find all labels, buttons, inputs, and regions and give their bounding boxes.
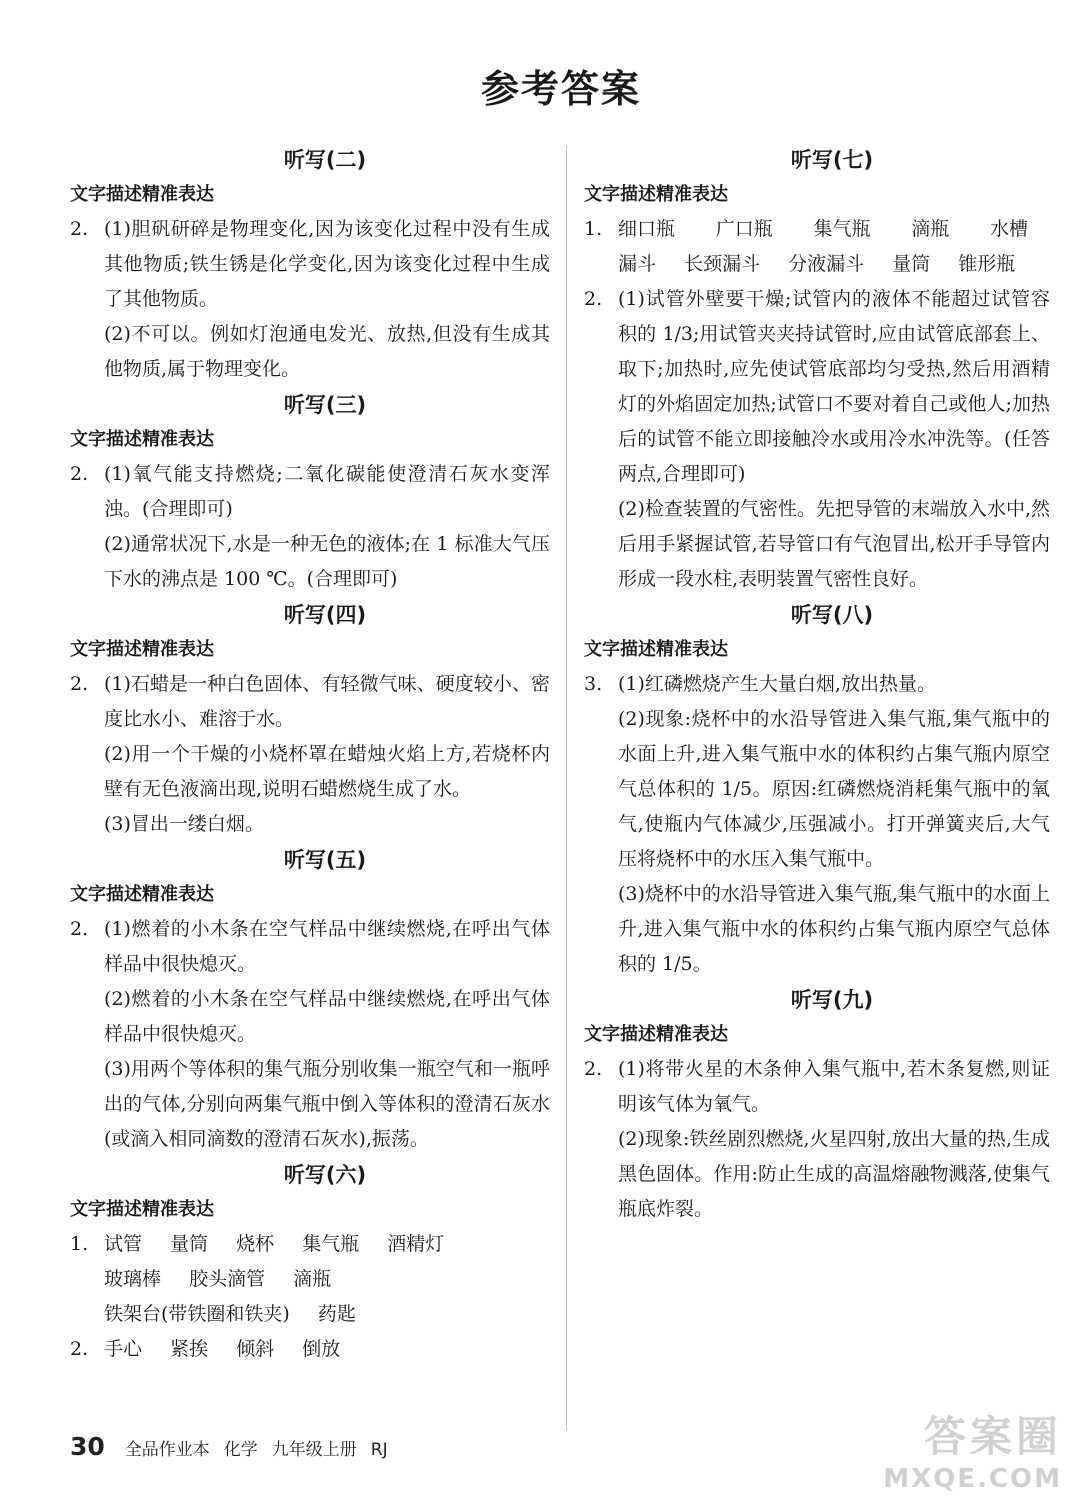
section-dictation-6 — [70, 1157, 550, 1367]
section-heading: 听写(四) — [283, 603, 367, 627]
question-number: 2. — [70, 918, 89, 940]
term: 玻璃棒 — [104, 1268, 162, 1290]
section-heading: 听写(九) — [790, 988, 874, 1012]
subject: 化学 — [223, 1440, 258, 1460]
section-dictation-8 — [584, 597, 1050, 982]
answer-text: (1)氧气能支持燃烧;二氧化碳能使澄清石灰水变浑浊。(合理即可) — [104, 463, 550, 520]
term: 胶头滴管 — [189, 1268, 266, 1290]
answer-text: (1)燃着的小木条在空气样品中继续燃烧,在呼出气体样品中很快熄灭。 — [104, 918, 550, 975]
question-number: 2. — [584, 288, 603, 310]
term: 锥形瓶 — [958, 253, 1016, 275]
section-subheading: 文字描述精准表达 — [70, 429, 214, 450]
term-row — [104, 1227, 550, 1262]
section-dictation-2 — [70, 142, 550, 387]
answer-text: (3)烧杯中的水沿导管进入集气瓶,集气瓶中的水面上升,进入集气瓶中水的体积约占集气瓶内原空气总体积的 1/5。 — [618, 883, 1050, 975]
section-heading: 听写(七) — [790, 148, 874, 172]
term: 倒放 — [302, 1338, 341, 1360]
section-heading: 听写(五) — [283, 848, 367, 872]
term: 酒精灯 — [387, 1233, 445, 1255]
question-number: 2. — [70, 218, 89, 240]
answer-text: (2)现象:铁丝剧烈燃烧,火星四射,放出大量的热,生成黑色固体。作用:防止生成的高温熔融物溅落,使集气瓶底炸裂。 — [618, 1128, 1050, 1220]
grade: 九年级上册 — [271, 1440, 357, 1460]
term: 试管 — [104, 1233, 143, 1255]
watermark-url: MXQE.COM — [883, 1464, 1062, 1494]
term: 倾斜 — [236, 1338, 275, 1360]
section-heading: 听写(三) — [283, 393, 367, 417]
term: 滴瓶 — [911, 218, 950, 240]
answer-text: (3)冒出一缕白烟。 — [104, 813, 264, 835]
page-footer — [70, 1432, 388, 1461]
question-item — [584, 282, 1050, 597]
question-item — [584, 667, 1050, 982]
term: 细口瓶 — [618, 218, 676, 240]
section-subheading: 文字描述精准表达 — [584, 184, 728, 205]
question-number: 2. — [584, 1058, 603, 1080]
term: 集气瓶 — [813, 218, 871, 240]
term-row — [104, 1332, 550, 1367]
section-heading: 听写(六) — [283, 1163, 367, 1187]
term: 漏斗 — [618, 253, 657, 275]
answer-text: (2)现象:烧杯中的水沿导管进入集气瓶,集气瓶中的水面上升,进入集气瓶中水的体积约占集气瓶内原空气总体积的 1/5。原因:红磷燃烧消耗集气瓶中的氧气,使瓶内气体减少,压强减小。打开弹簧夹后,大气压将烧杯中的水压入集气瓶中。 — [618, 708, 1050, 870]
term: 广口瓶 — [715, 218, 773, 240]
term: 滴瓶 — [293, 1268, 332, 1290]
term-row — [618, 212, 1050, 282]
section-subheading: 文字描述精准表达 — [70, 639, 214, 660]
question-item — [70, 1227, 550, 1332]
column-divider — [566, 146, 567, 1430]
term: 长颈漏斗 — [684, 253, 761, 275]
answer-text: (2)用一个干燥的小烧杯罩在蜡烛火焰上方,若烧杯内壁有无色液滴出现,说明石蜡燃烧生成了水。 — [104, 743, 550, 800]
section-subheading: 文字描述精准表达 — [584, 639, 728, 660]
answer-text: (1)红磷燃烧产生大量白烟,放出热量。 — [618, 673, 936, 695]
watermark-text: 答案圈 — [923, 1412, 1062, 1461]
term: 铁架台(带铁圈和铁夹) — [104, 1303, 290, 1325]
question-item — [70, 667, 550, 842]
answer-text: (2)不可以。例如灯泡通电发光、放热,但没有生成其他物质,属于物理变化。 — [104, 323, 550, 380]
answer-text: (1)将带火星的木条伸入集气瓶中,若木条复燃,则证明该气体为氧气。 — [618, 1058, 1050, 1115]
page-number: 30 — [70, 1432, 105, 1461]
section-dictation-3 — [70, 387, 550, 597]
section-subheading: 文字描述精准表达 — [70, 884, 214, 905]
term-row — [104, 1262, 550, 1297]
question-number: 2. — [70, 463, 89, 485]
question-number: 2. — [70, 673, 89, 695]
answer-text: (3)用两个等体积的集气瓶分别收集一瓶空气和一瓶呼出的气体,分别向两集气瓶中倒入等体积的澄清石灰水(或滴入相同滴数的澄清石灰水),振荡。 — [104, 1058, 550, 1150]
term-row — [104, 1297, 550, 1332]
section-subheading: 文字描述精准表达 — [70, 1199, 214, 1220]
question-number: 3. — [584, 673, 603, 695]
section-dictation-7 — [584, 142, 1050, 597]
section-dictation-4 — [70, 597, 550, 842]
section-dictation-5 — [70, 842, 550, 1157]
question-item — [70, 212, 550, 387]
answer-text: (2)燃着的小木条在空气样品中继续燃烧,在呼出气体样品中很快熄灭。 — [104, 988, 550, 1045]
term: 紧挨 — [170, 1338, 209, 1360]
term: 烧杯 — [236, 1233, 275, 1255]
term: 量筒 — [170, 1233, 209, 1255]
term: 集气瓶 — [302, 1233, 360, 1255]
answer-text: (1)试管外壁要干燥;试管内的液体不能超过试管容积的 1/3;用试管夹夹持试管时,应由试管底部套上、取下;加热时,应先使试管底部均匀受热,然后用酒精灯的外焰固定加热;试管口不要对着自己或他人;加热后的试管不能立即接触冷水或用冷水冲洗等。(任答两点,合理即可) — [618, 288, 1050, 485]
answer-text: (1)石蜡是一种白色固体、有轻微气味、硬度较小、密度比水小、难溶于水。 — [104, 673, 550, 730]
question-item — [584, 1052, 1050, 1227]
term: 分液漏斗 — [788, 253, 865, 275]
right-column — [584, 142, 1050, 1227]
watermark-logo — [883, 1404, 1062, 1494]
edition: RJ — [370, 1440, 388, 1460]
left-column — [70, 142, 550, 1367]
answer-text: (2)通常状况下,水是一种无色的液体;在 1 标准大气压下水的沸点是 100 ℃。(合理即可) — [104, 533, 550, 590]
term: 手心 — [104, 1338, 143, 1360]
question-number: 1. — [70, 1233, 89, 1255]
question-item — [584, 212, 1050, 282]
section-subheading: 文字描述精准表达 — [70, 184, 214, 205]
question-number: 2. — [70, 1338, 89, 1360]
question-item — [70, 1332, 550, 1367]
question-item — [70, 912, 550, 1157]
page-title: 参考答案 — [480, 67, 641, 111]
book-name: 全品作业本 — [124, 1440, 210, 1460]
section-heading: 听写(二) — [283, 148, 367, 172]
question-number: 1. — [584, 218, 603, 240]
section-subheading: 文字描述精准表达 — [584, 1024, 728, 1045]
section-dictation-9 — [584, 982, 1050, 1227]
section-heading: 听写(八) — [790, 603, 874, 627]
question-item — [70, 457, 550, 597]
term: 药匙 — [317, 1303, 356, 1325]
term: 水槽 — [990, 218, 1029, 240]
term: 量筒 — [892, 253, 931, 275]
answer-text: (1)胆矾研碎是物理变化,因为该变化过程中没有生成其他物质;铁生锈是化学变化,因为该变化过程中生成了其他物质。 — [104, 218, 550, 310]
answer-text: (2)检查装置的气密性。先把导管的末端放入水中,然后用手紧握试管,若导管口有气泡冒出,松开手导管内形成一段水柱,表明装置气密性良好。 — [618, 498, 1050, 590]
